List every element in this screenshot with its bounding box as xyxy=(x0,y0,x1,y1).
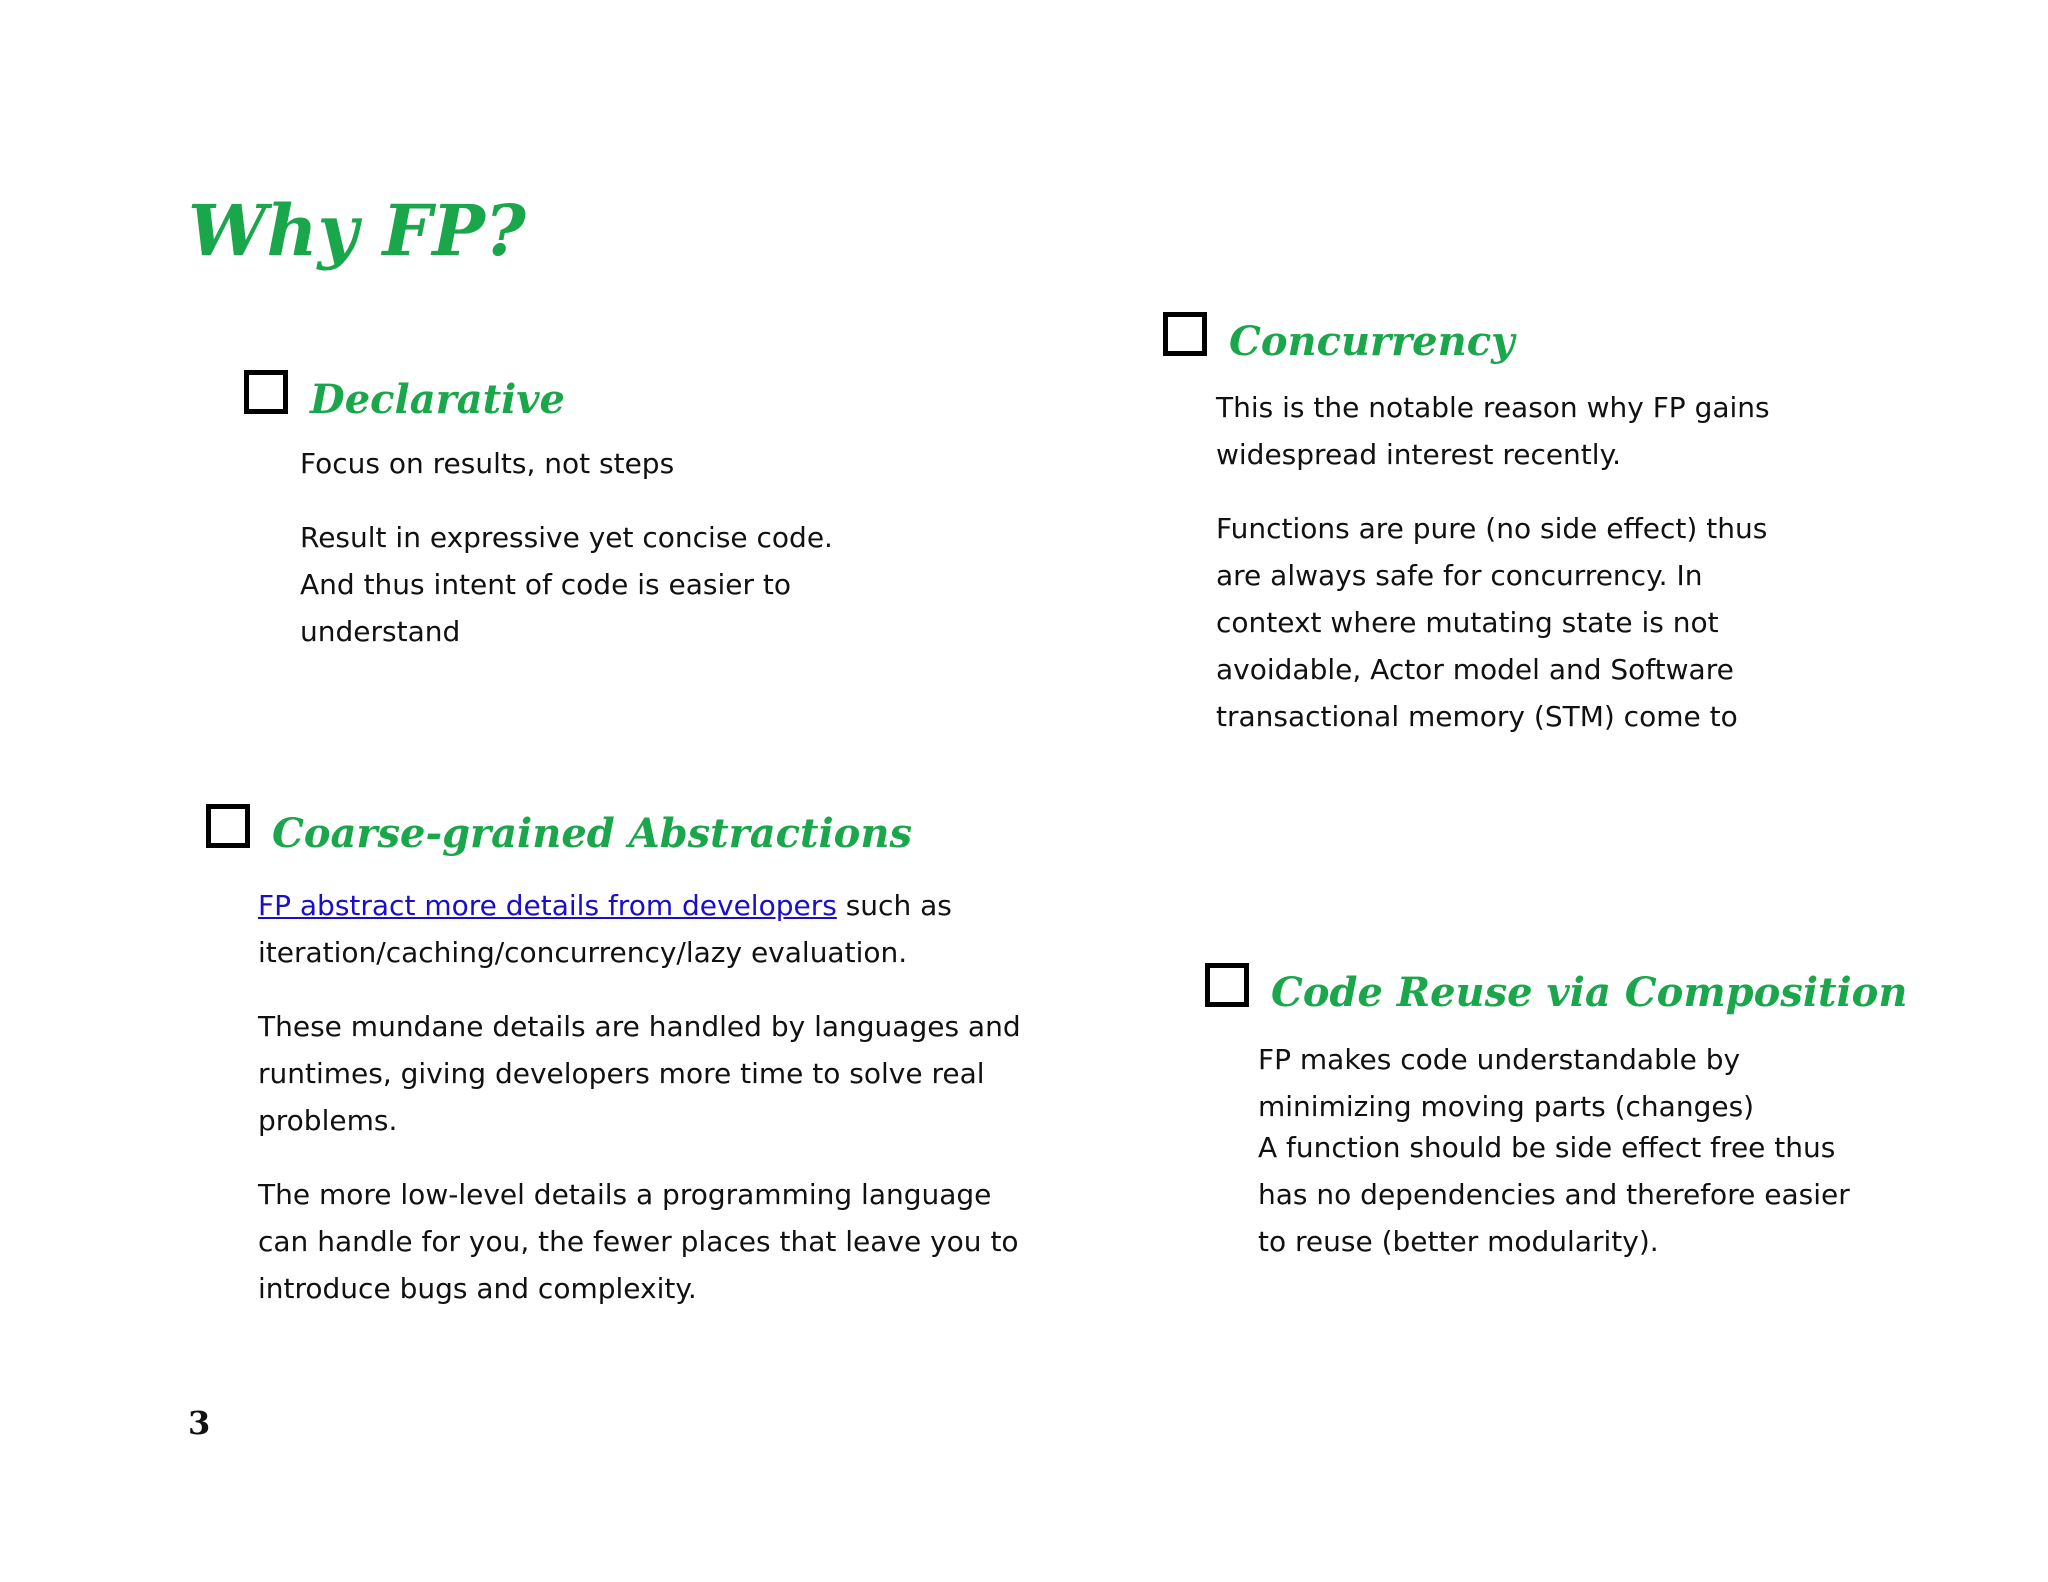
concurrency-body xyxy=(1216,384,1836,740)
body-line: widespread interest recently. xyxy=(1216,438,1622,471)
page-number: 3 xyxy=(188,1404,211,1442)
body-line: to reuse (better modularity). xyxy=(1258,1225,1659,1258)
section-header xyxy=(206,796,912,856)
section-heading: Declarative xyxy=(310,376,565,423)
body-line: These mundane details are handled by languages and xyxy=(258,1010,1021,1043)
checkbox-icon xyxy=(244,370,288,414)
body-line: Functions are pure (no side effect) thus xyxy=(1216,512,1768,545)
body-line: FP makes code understandable by xyxy=(1258,1043,1741,1076)
body-line: Focus on results, not steps xyxy=(300,447,675,480)
checkbox-icon xyxy=(1163,312,1207,356)
section-header xyxy=(244,362,565,422)
body-line: The more low-level details a programming language xyxy=(258,1178,992,1211)
body-line: Result in expressive yet concise code. xyxy=(300,521,833,554)
body-line: This is the notable reason why FP gains xyxy=(1216,391,1770,424)
code-reuse-body xyxy=(1258,1036,1898,1265)
body-line: runtimes, giving developers more time to solve real xyxy=(258,1057,985,1090)
body-line: are always safe for concurrency. In xyxy=(1216,559,1703,592)
body-line xyxy=(258,882,1038,929)
checkbox-icon xyxy=(206,804,250,848)
section-header xyxy=(1163,304,1514,364)
section-heading: Concurrency xyxy=(1229,318,1515,365)
body-line: iteration/caching/concurrency/lazy evaluation. xyxy=(258,936,908,969)
body-line: A function should be side effect free thus xyxy=(1258,1131,1836,1164)
section-declarative xyxy=(244,362,565,422)
link-trailing-text: such as xyxy=(836,889,952,922)
body-line: introduce bugs and complexity. xyxy=(258,1272,697,1305)
body-line: minimizing moving parts (changes) xyxy=(1258,1090,1755,1123)
section-code-reuse xyxy=(1205,955,1907,1015)
body-line: has no dependencies and therefore easier xyxy=(1258,1178,1850,1211)
body-line: can handle for you, the fewer places that leave you to xyxy=(258,1225,1019,1258)
body-line: And thus intent of code is easier to xyxy=(300,568,791,601)
declarative-body xyxy=(300,440,900,655)
body-line: context where mutating state is not xyxy=(1216,606,1719,639)
section-heading: Coarse-grained Abstractions xyxy=(272,810,912,857)
fp-abstract-link[interactable]: FP abstract more details from developers xyxy=(258,889,837,922)
checkbox-icon xyxy=(1205,963,1249,1007)
coarse-body xyxy=(258,882,1038,1312)
body-line: transactional memory (STM) come to xyxy=(1216,700,1738,733)
section-heading: Code Reuse via Composition xyxy=(1271,969,1908,1016)
section-concurrency xyxy=(1163,304,1514,364)
section-header xyxy=(1205,955,1907,1015)
page-title: Why FP? xyxy=(188,189,526,272)
section-coarse-grained xyxy=(206,796,912,856)
body-line: avoidable, Actor model and Software xyxy=(1216,653,1734,686)
body-line: understand xyxy=(300,615,461,648)
body-line: problems. xyxy=(258,1104,398,1137)
